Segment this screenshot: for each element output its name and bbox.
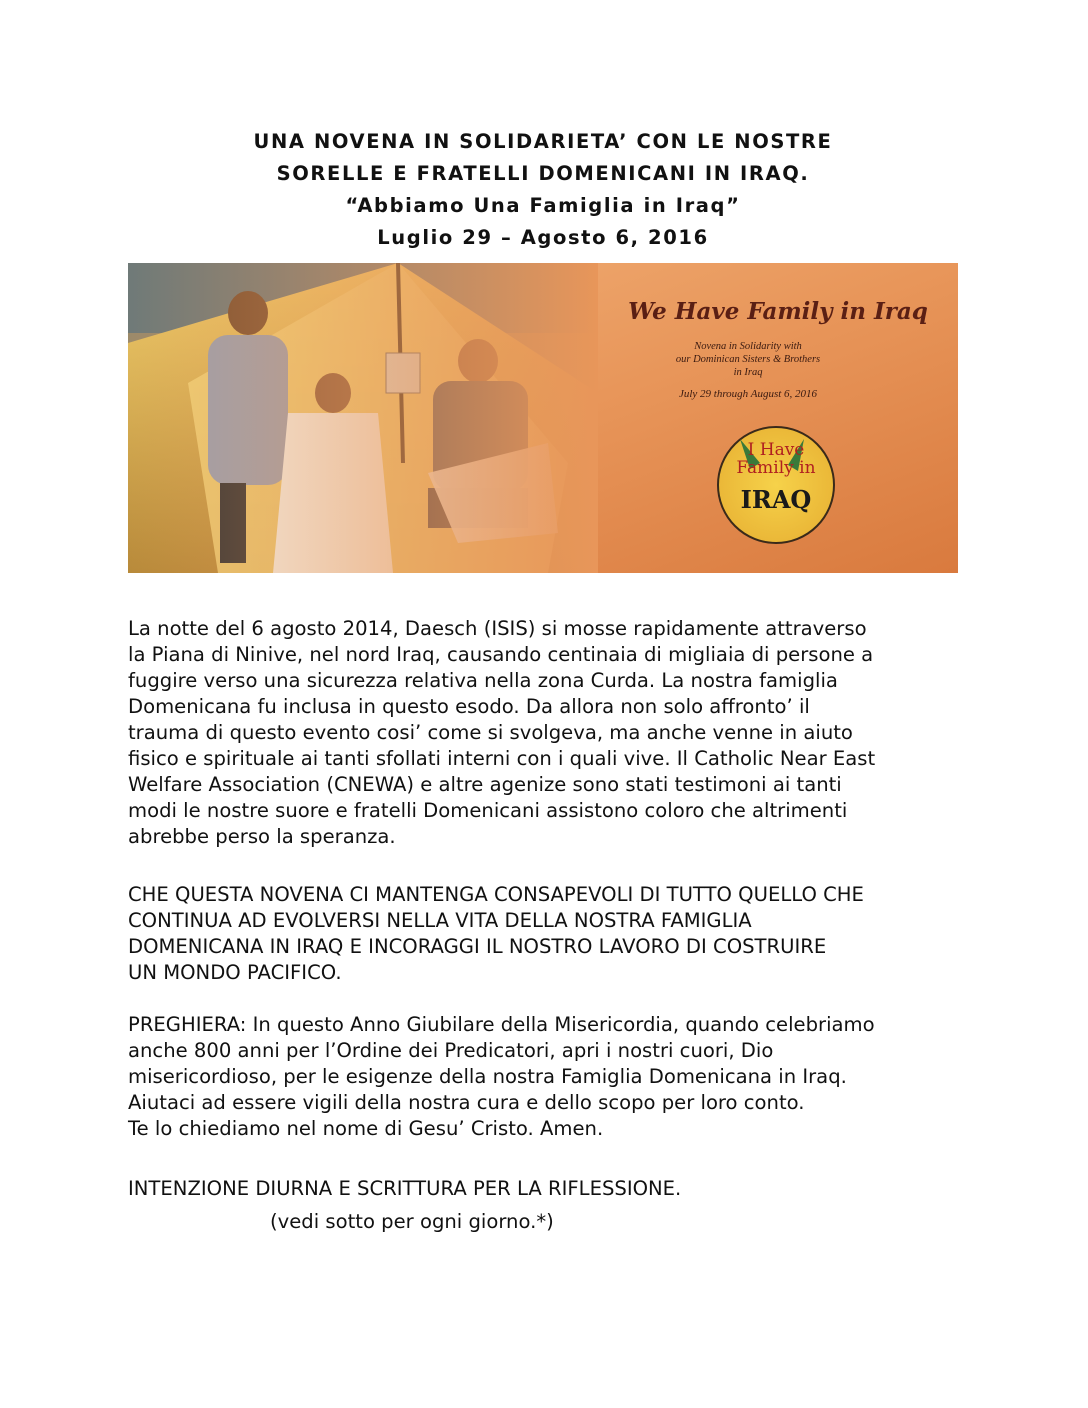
text-line: PREGHIERA: In questo Anno Giubilare della Misericordia, quando celebriamo [128,1013,875,1036]
banner-title: We Have Family in Iraq [628,298,928,325]
text-line: trauma di questo evento cosi’ come si svolgeva, ma anche venne in aiuto [128,721,853,744]
text-line: Welfare Association (CNEWA) e altre agenize sono stati testimoni ai tanti [128,773,842,796]
header-line-2: SORELLE E FRATELLI DOMENICANI IN IRAQ. [276,162,810,185]
text-line: UN MONDO PACIFICO. [128,961,342,984]
text-line: DOMENICANA IN IRAQ E INCORAGGI IL NOSTRO LAVORO DI COSTRUIRE [128,935,827,958]
text-line: Aiutaci ad essere vigili della nostra cura e dello scopo per loro conto. [128,1091,805,1114]
text-line: CONTINUA AD EVOLVERSI NELLA VITA DELLA NOSTRA FAMIGLIA [128,909,752,932]
banner-dates: July 29 through August 6, 2016 [678,388,818,400]
banner-subtitle-2: our Dominican Sisters & Brothers [675,354,821,365]
header-line-3: “Abbiamo Una Famiglia in Iraq” [345,194,741,217]
text-line: CHE QUESTA NOVENA CI MANTENGA CONSAPEVOLI DI TUTTO QUELLO CHE [128,883,864,906]
text-line: abrebbe perso la speranza. [128,825,396,848]
text-line: Te lo chiediamo nel nome di Gesu’ Cristo. Amen. [128,1117,604,1140]
banner-image [128,263,958,573]
header-line-1: UNA NOVENA IN SOLIDARIETA’ CON LE NOSTRE [253,130,833,153]
badge-line-3: IRAQ [740,485,812,514]
paragraph-daily-intention: INTENZIONE DIURNA E SCRITTURA PER LA RIFLESSIONE. [128,1177,682,1200]
paragraph-intro [128,616,968,850]
text-line: Domenicana fu inclusa in questo esodo. Da allora non solo affronto’ il [128,695,810,718]
text-line: la Piana di Ninive, nel nord Iraq, causando centinaia di migliaia di persone a [128,643,874,666]
text-line: anche 800 anni per l’Ordine dei Predicatori, apri i nostri cuori, Dio [128,1039,774,1062]
text-line: misericordioso, per le esigenze della nostra Famiglia Domenicana in Iraq. [128,1065,847,1088]
scene-fade [128,263,598,573]
banner-subtitle-3: in Iraq [733,367,763,378]
banner-illustration [128,263,958,573]
badge-line-1: I Have [747,440,805,460]
text-line: fisico e spirituale ai tanti sfollati interni con i quali vive. Il Catholic Near East [128,747,876,770]
banner-subtitle-1: Novena in Solidarity with [694,341,802,352]
text-line: modi le nostre suore e fratelli Domenicani assistono coloro che altrimenti [128,799,848,822]
badge-line-2: Family in [736,458,816,478]
text-line: fuggire verso una sicurezza relativa nella zona Curda. La nostra famiglia [128,669,838,692]
text-line: La notte del 6 agosto 2014, Daesch (ISIS) si mosse rapidamente attraverso [128,617,867,640]
paragraph-novena-purpose [128,882,968,986]
document-header [128,126,958,254]
paragraph-prayer [128,1012,968,1142]
daily-note: (vedi sotto per ogni giorno.*) [270,1210,554,1233]
header-line-4: Luglio 29 – Agosto 6, 2016 [377,226,709,249]
